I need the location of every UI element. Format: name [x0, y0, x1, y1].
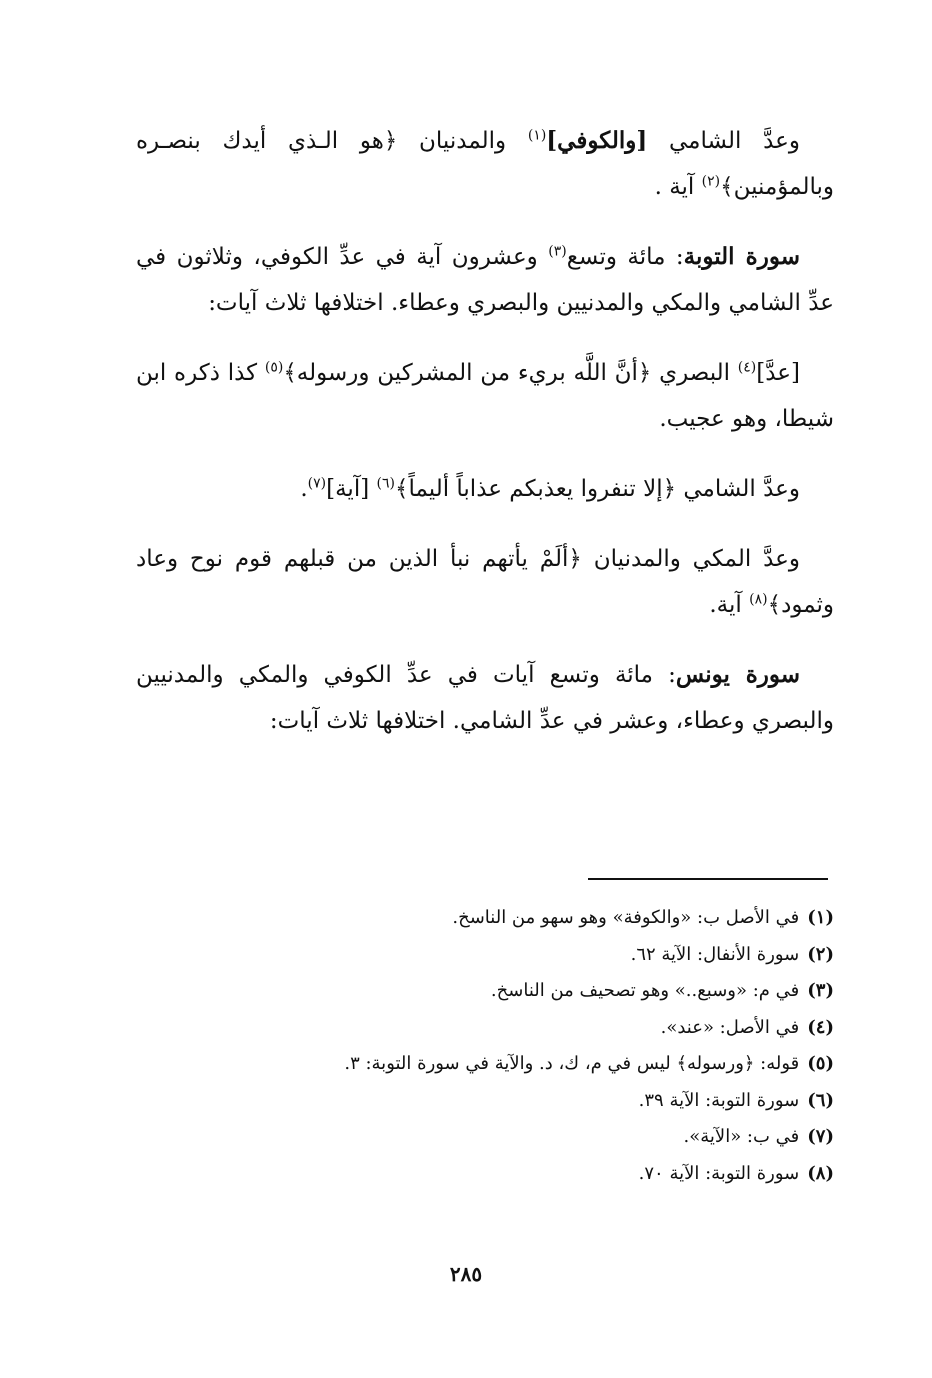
footnote-reference: (٢): [701, 173, 721, 190]
text-run: [عدَّ]: [756, 360, 800, 386]
footnote-number: (٧): [807, 1126, 834, 1147]
footnote-number: (٨): [807, 1162, 834, 1184]
text-run: وعدَّ الشامي ﴿إلا تنفروا يعذبكم عذاباً أليماً﴾: [394, 476, 800, 502]
footnote-text: في م: «وسبع..» وهو تصحيف من الناسخ.: [490, 980, 800, 1001]
bold-heading: سورة يونس: [675, 661, 801, 688]
text-run: والمدنيان ﴿هو الـذي أيدك بنصـره وبالمؤمنين﴾: [136, 128, 834, 200]
footnote-number: (٤): [807, 1016, 834, 1038]
page-number: ٢٨٥: [449, 1262, 483, 1286]
paragraph: [136, 350, 834, 442]
text-run: البصري ﴿أنَّ اللَّه بريء من المشركين ورسوله﴾: [283, 360, 738, 386]
text-run: [آية]: [326, 476, 377, 502]
footnote-reference: (٧): [307, 475, 327, 492]
footnote: [136, 973, 834, 1010]
footnote-number: (٣): [807, 980, 834, 1001]
footnote-reference: (٥): [264, 359, 284, 376]
text-run: : مائة وتسع آيات في عدِّ الكوفي والمكي والمدنيين والبصري وعطاء، وعشر في عدِّ الشامي. اختلافها ثلاث آيات:: [136, 662, 834, 734]
footnote-number: (٥): [807, 1053, 834, 1074]
footnote: [136, 900, 834, 937]
text-run: كذا ذكره ابن شيطا، وهو عجيب.: [136, 360, 834, 432]
footnote: [136, 1010, 834, 1047]
footnote-number: (١): [807, 907, 834, 928]
footnote-number: (٢): [807, 943, 834, 965]
footnote-text: سورة التوبة: الآية ٧٠.: [638, 1162, 800, 1184]
footnote-text: في ب: «الآية».: [683, 1126, 800, 1147]
footnote-separator: [588, 878, 828, 880]
text-run: وعدَّ المكي والمدنيان ﴿ألَمْ يأتهم نبأ الذين من قبلهم قوم نوح وعاد وثمود﴾: [136, 546, 834, 618]
footnote: [136, 1156, 834, 1193]
paragraph: [136, 466, 834, 512]
paragraph: [136, 652, 834, 744]
footnote-text: قوله: ﴿ورسوله﴾ ليس في م، ك، د. والآية في سورة التوبة: ٣.: [344, 1053, 800, 1074]
footnote-reference: (٨): [749, 591, 768, 608]
bold-heading: سورة التوبة: [683, 243, 800, 270]
text-run: .: [300, 476, 308, 502]
text-run: : مائة وتسع: [566, 244, 684, 270]
paragraph: [136, 118, 834, 210]
main-text: [136, 118, 834, 768]
footnote-text: في الأصل ب: «والكوفة» وهو سهو من الناسخ.: [452, 907, 800, 928]
text-run: وعشرون آية في عدِّ الكوفي، وثلاثون في عدِّ الشامي والمكي والمدنيين والبصري وعطاء. اختلافها ثلاث آيات:: [136, 244, 834, 316]
footnote-reference: (١): [527, 127, 547, 144]
footnotes: [136, 900, 834, 1192]
text-run: آية .: [654, 174, 702, 200]
footnote-text: سورة التوبة: الآية ٣٩.: [638, 1089, 800, 1111]
footnote-number: (٦): [807, 1089, 834, 1111]
footnote: [136, 1046, 834, 1083]
footnote: [136, 1083, 834, 1120]
footnote-reference: (٤): [737, 359, 757, 376]
paragraph: [136, 234, 834, 326]
footnote: [136, 1119, 834, 1156]
bold-heading: [والكوفي]: [546, 127, 648, 154]
text-run: وعدَّ الشامي: [647, 128, 800, 154]
footnote-text: سورة الأنفال: الآية ٦٢.: [630, 943, 800, 965]
footnote-text: في الأصل: «عند».: [660, 1016, 800, 1038]
paragraph: [136, 536, 834, 628]
footnote-reference: (٣): [548, 243, 567, 260]
footnote-reference: (٦): [376, 475, 395, 492]
text-run: آية.: [709, 592, 750, 618]
footnote: [136, 937, 834, 974]
